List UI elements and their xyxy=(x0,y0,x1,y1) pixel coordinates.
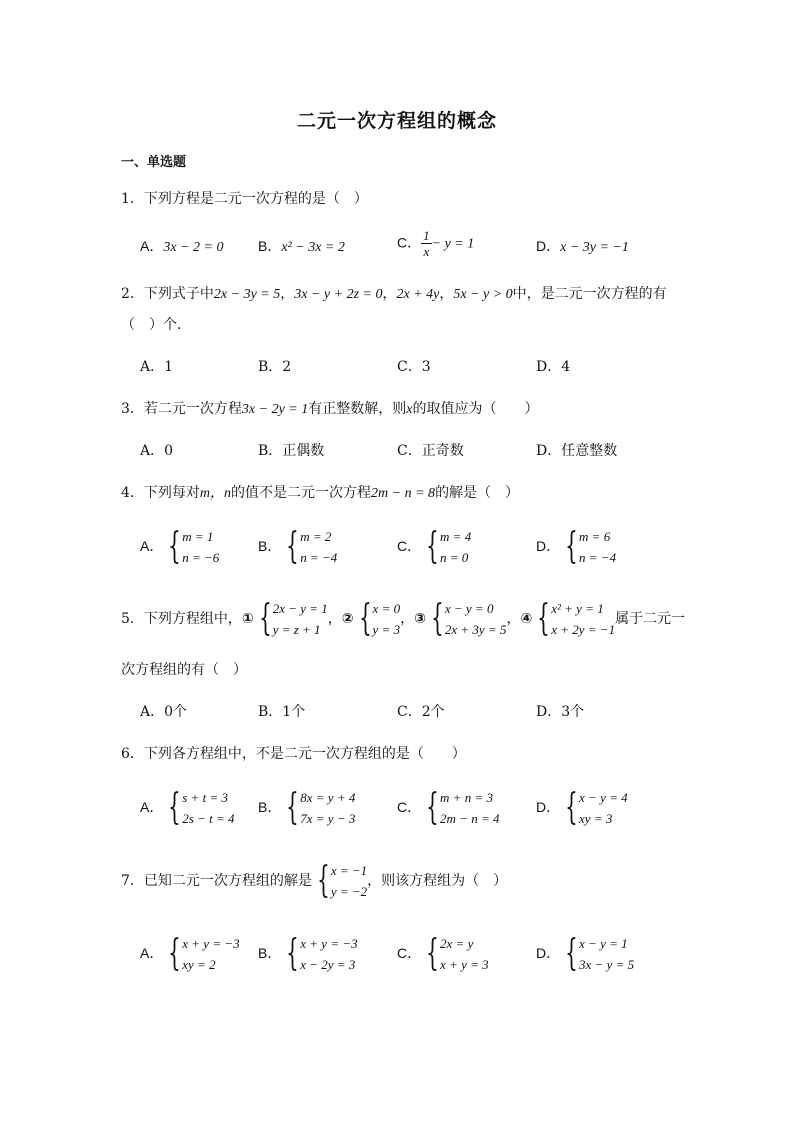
separator: ， xyxy=(382,286,397,302)
system-line: 2x = y xyxy=(440,936,474,951)
brace-icon: { xyxy=(565,787,578,828)
equation-system xyxy=(254,598,328,640)
stem-math: m，n xyxy=(199,486,232,501)
brace-icon: { xyxy=(286,526,300,567)
option-label: B． xyxy=(258,538,282,554)
system-line: x + y = −3 xyxy=(182,936,240,951)
system-line: m = 2 xyxy=(300,529,332,544)
brace-icon: { xyxy=(168,787,182,828)
q3-option-c[interactable]: C．正奇数 xyxy=(397,443,464,459)
question-5-stem-line2: 次方程组的有（ ） xyxy=(121,662,247,678)
system-line: y = z + 1 xyxy=(272,622,321,637)
system-line: n = −4 xyxy=(300,550,338,565)
option-label: C． xyxy=(397,945,422,961)
stem-math: 2m − n = 8 xyxy=(371,486,436,501)
stem-text: 的解是（ ） xyxy=(435,485,520,501)
fraction xyxy=(421,228,432,259)
q3-option-d[interactable]: D．任意整数 xyxy=(536,443,618,459)
question-5-stem xyxy=(121,598,685,640)
system-line: s + t = 3 xyxy=(182,790,228,805)
question-2-stem xyxy=(121,283,667,303)
system-line: x − y = 0 xyxy=(444,601,494,616)
system-line: 7x = y − 3 xyxy=(300,811,356,826)
option-math: x² − 3x = 2 xyxy=(281,240,345,255)
system-line: 2x − y = 1 xyxy=(272,601,328,616)
brace-icon: { xyxy=(426,933,439,974)
question-7-stem xyxy=(121,860,507,902)
q6-option-c[interactable] xyxy=(397,787,499,829)
system-line: x − y = 4 xyxy=(579,790,628,805)
brace-icon: { xyxy=(426,526,439,567)
system-line: x − 2y = 3 xyxy=(300,957,356,972)
fraction-numerator: 1 xyxy=(423,228,430,243)
system-line: y = −2 xyxy=(330,884,368,899)
system-line: x + 2y = −1 xyxy=(551,622,616,637)
stem-text: ，则该方程组为（ ） xyxy=(367,873,508,889)
q2-option-d[interactable]: D．4 xyxy=(536,359,571,375)
equation-system xyxy=(421,526,471,568)
stem-math: 3x − y + 2z = 0 xyxy=(294,287,383,302)
system-line: 2x + 3y = 5 xyxy=(444,622,507,637)
stem-text: 5．下列方程组中， xyxy=(121,611,242,627)
equation-system xyxy=(281,933,357,975)
option-label: A． xyxy=(140,799,164,815)
option-label: D． xyxy=(536,799,561,815)
question-3-stem xyxy=(121,398,538,418)
q1-option-c[interactable] xyxy=(397,228,474,259)
q4-option-c[interactable] xyxy=(397,526,471,568)
brace-icon: { xyxy=(565,933,578,974)
stem-text: 属于二元一 xyxy=(615,611,686,627)
equation-system xyxy=(281,787,355,829)
system-line: n = −4 xyxy=(579,550,617,565)
q2-option-a[interactable]: A．1 xyxy=(140,359,174,375)
system-line: m = 6 xyxy=(579,529,611,544)
question-1-stem: 1．下列方程是二元一次方程的是（ ） xyxy=(121,191,368,207)
stem-text: 3．若二元一次方程 xyxy=(121,401,242,417)
option-label: C． xyxy=(397,799,422,815)
system-line: 2m − n = 4 xyxy=(440,811,500,826)
brace-icon: { xyxy=(168,933,182,974)
q5-option-a[interactable]: A．0个 xyxy=(140,704,188,720)
stem-text: 的值不是二元一次方程 xyxy=(231,485,372,501)
system-line: n = −6 xyxy=(182,550,220,565)
question-6-stem: 6．下列各方程组中，不是二元一次方程组的是（ ） xyxy=(121,746,466,762)
equation-system xyxy=(312,860,367,902)
stem-text: 中，是二元一次方程的有 xyxy=(512,286,667,302)
equation-system xyxy=(560,933,634,975)
separator: ， xyxy=(400,611,415,627)
stem-math: 3x − 2y = 1 xyxy=(241,402,309,417)
system-line: n = 0 xyxy=(440,550,469,565)
q5-option-c[interactable]: C．2个 xyxy=(397,704,445,720)
option-label: B． xyxy=(258,238,282,254)
q4-option-b[interactable] xyxy=(258,526,337,568)
system-line: 8x = y + 4 xyxy=(300,790,356,805)
stem-text: 4．下列每对 xyxy=(121,485,200,501)
system-line: 2s − t = 4 xyxy=(182,811,235,826)
brace-icon: { xyxy=(286,787,300,828)
option-label: D． xyxy=(536,538,561,554)
option-label: C． xyxy=(397,538,422,554)
option-math: x − 3y = −1 xyxy=(560,240,629,255)
q4-option-d[interactable] xyxy=(536,526,616,568)
q1-option-b[interactable] xyxy=(258,236,345,256)
stem-text: 2．下列式子中 xyxy=(121,286,214,302)
stem-math: 5x − y > 0 xyxy=(453,287,513,302)
equation-system xyxy=(163,526,219,568)
system-line: x − y = 1 xyxy=(579,936,628,951)
q5-option-b[interactable]: B．1个 xyxy=(258,704,306,720)
brace-icon: { xyxy=(431,598,444,639)
stem-text: 的取值应为（ ） xyxy=(412,401,539,417)
option-label: A． xyxy=(140,945,164,961)
option-label: D． xyxy=(536,945,561,961)
stem-text: 7．已知二元一次方程组的解是 xyxy=(121,873,312,889)
page-title: 二元一次方程组的概念 xyxy=(297,110,498,132)
stem-math: 2x − 3y = 5 xyxy=(213,287,281,302)
circled-three-icon: ③ xyxy=(414,611,426,627)
brace-icon: { xyxy=(258,598,272,639)
q7-option-a[interactable] xyxy=(140,933,240,975)
brace-icon: { xyxy=(537,598,551,639)
q4-option-a[interactable] xyxy=(140,526,219,568)
q2-option-b[interactable]: B．2 xyxy=(258,359,292,375)
equation-system xyxy=(532,598,615,640)
separator: ， xyxy=(280,286,295,302)
question-2-stem-line2: （ ）个． xyxy=(121,317,191,333)
option-label: A． xyxy=(140,538,164,554)
equation-system xyxy=(421,933,489,975)
separator: ， xyxy=(506,611,521,627)
q7-option-c[interactable] xyxy=(397,933,489,975)
q1-option-a[interactable] xyxy=(140,236,223,256)
equation-system xyxy=(426,598,507,640)
equation-system xyxy=(281,526,337,568)
stem-text: 有正整数解，则 xyxy=(308,401,407,417)
system-line: x + y = 3 xyxy=(440,957,489,972)
circled-four-icon: ④ xyxy=(520,611,533,627)
system-line: y = 3 xyxy=(372,622,401,637)
separator: ， xyxy=(327,611,342,627)
option-math: − y = 1 xyxy=(431,236,475,252)
system-line: xy = 2 xyxy=(182,957,216,972)
brace-icon: { xyxy=(565,526,578,567)
brace-icon: { xyxy=(426,787,439,828)
equation-system xyxy=(421,787,499,829)
q6-option-d[interactable] xyxy=(536,787,628,829)
q2-option-c[interactable]: C．3 xyxy=(397,359,431,375)
option-label: C． xyxy=(397,234,422,251)
system-line: m = 4 xyxy=(440,529,472,544)
brace-icon: { xyxy=(286,933,300,974)
equation-system xyxy=(163,787,234,829)
q1-option-d[interactable] xyxy=(536,236,629,256)
q3-option-a[interactable]: A．0 xyxy=(140,443,174,459)
q5-option-d[interactable]: D．3个 xyxy=(536,704,585,720)
option-label: A． xyxy=(140,238,164,254)
fraction-denominator: x xyxy=(423,244,430,259)
system-line: xy = 3 xyxy=(579,811,613,826)
option-label: D． xyxy=(536,238,561,254)
stem-math: 2x + 4y xyxy=(396,287,440,302)
circled-two-icon: ② xyxy=(341,611,354,627)
q7-option-b[interactable] xyxy=(258,933,358,975)
system-line: 3x − y = 5 xyxy=(579,957,635,972)
equation-system xyxy=(560,787,628,829)
section-heading: 一、单选题 xyxy=(121,155,187,170)
brace-icon: { xyxy=(168,526,182,567)
system-line: x² + y = 1 xyxy=(551,601,604,616)
stem-math: x xyxy=(406,402,413,417)
brace-icon: { xyxy=(358,598,372,639)
equation-system xyxy=(560,526,616,568)
option-label: B． xyxy=(258,799,282,815)
q6-option-b[interactable] xyxy=(258,787,355,829)
option-label: B． xyxy=(258,945,282,961)
system-line: m + n = 3 xyxy=(440,790,493,805)
equation-system xyxy=(354,598,400,640)
system-line: m = 1 xyxy=(182,529,214,544)
circled-one-icon: ① xyxy=(241,611,254,627)
separator: ， xyxy=(439,286,454,302)
brace-icon: { xyxy=(317,860,330,901)
system-line: x = −1 xyxy=(330,863,368,878)
question-4-stem xyxy=(121,482,519,502)
equation-system xyxy=(163,933,239,975)
q6-option-a[interactable] xyxy=(140,787,234,829)
system-line: x + y = −3 xyxy=(300,936,358,951)
q3-option-b[interactable]: B．正偶数 xyxy=(258,443,325,459)
option-math: 3x − 2 = 0 xyxy=(163,240,224,255)
q7-option-d[interactable] xyxy=(536,933,634,975)
system-line: x = 0 xyxy=(372,601,401,616)
